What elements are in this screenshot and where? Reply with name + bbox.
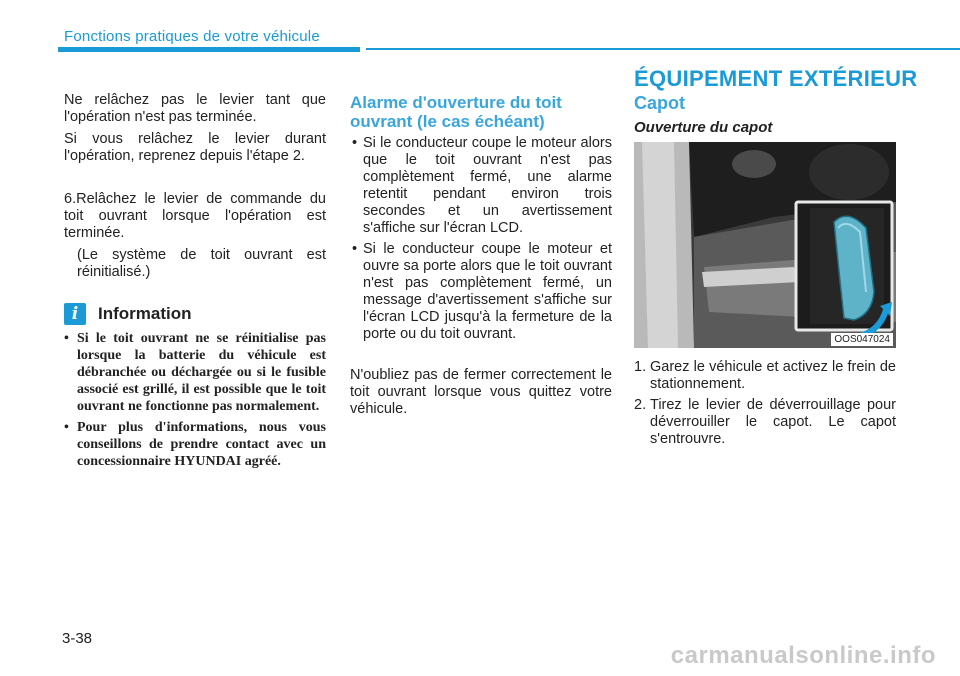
step-item — [634, 397, 896, 448]
paragraph-restart-step: Si vous relâchez le levier durant l'opération, reprenez depuis l'étape 2. — [64, 131, 326, 164]
step-item — [634, 359, 896, 393]
header-rule-thick — [58, 47, 360, 52]
information-label: Information — [98, 304, 192, 323]
bullet-item: • Si le conducteur coupe le moteur alors que le toit ouvrant n'est pas complètement fermé, une alarme retentit pendant environ trois secondes et un avertissement s'affiche sur l'écran LCD. — [350, 135, 612, 237]
hood-release-figure — [634, 142, 896, 348]
hood-heading: Capot — [634, 93, 685, 113]
information-item: • Pour plus d'informations, nous vous conseillons de prendre contact avec un concessionnaire HYUNDAI agréé. — [64, 419, 326, 470]
info-icon: i — [64, 303, 86, 325]
paragraph-close-sunroof: N'oubliez pas de fermer correctement le toit ouvrant lorsque vous quittez votre véhicule. — [350, 367, 612, 417]
information-list — [64, 330, 326, 474]
bullet-item: • Si le conducteur coupe le moteur et ouvre sa porte alors que le toit ouvrant n'est pas complètement fermé, un message d'avertissement s'affiche sur l'écran LCD jusqu'à la fermeture de la porte ou du toit ouvrant. — [350, 241, 612, 343]
step-text: Tirez le levier de déverrouillage pour déverrouiller le capot. Le capot s'entrouvre. — [650, 397, 896, 447]
information-heading — [64, 303, 192, 325]
page-number: 3-38 — [62, 630, 93, 647]
hood-release-illustration — [634, 142, 896, 348]
header-rule-thin — [366, 48, 960, 50]
step-6-number: 6. — [64, 191, 77, 207]
step-number: 2. — [634, 397, 647, 413]
step-6-note: (Le système de toit ouvrant est réinitialisé.) — [77, 247, 326, 280]
sunroof-alarm-bullets — [350, 135, 612, 347]
page-header-title: Fonctions pratiques de votre véhicule — [64, 28, 320, 45]
hood-opening-subheading: Ouverture du capot — [634, 119, 773, 136]
paragraph-release-lever: Ne relâchez pas le levier tant que l'opération n'est pas terminée. — [64, 92, 326, 125]
step-text: Garez le véhicule et activez le frein de stationnement. — [650, 359, 896, 392]
section-title: ÉQUIPEMENT EXTÉRIEUR — [634, 66, 918, 91]
hood-opening-steps — [634, 359, 896, 452]
watermark: carmanualsonline.info — [670, 642, 936, 669]
information-item: • Si le toit ouvrant ne se réinitialise pas lorsque la batterie du véhicule est débranchée ou déchargée ou si le fusible associé est grillé, il est possible que le toit ouvrant ne fonctionne pas normalement. — [64, 330, 326, 415]
figure-caption: OOS047024 — [831, 333, 893, 346]
sunroof-alarm-heading: Alarme d'ouverture du toit ouvrant (le cas échéant) — [350, 93, 562, 131]
step-number: 1. — [634, 359, 647, 375]
step-6-text: Relâchez le levier de commande du toit ouvrant lorsque l'opération est terminée. — [64, 191, 326, 241]
step-6 — [64, 191, 326, 242]
